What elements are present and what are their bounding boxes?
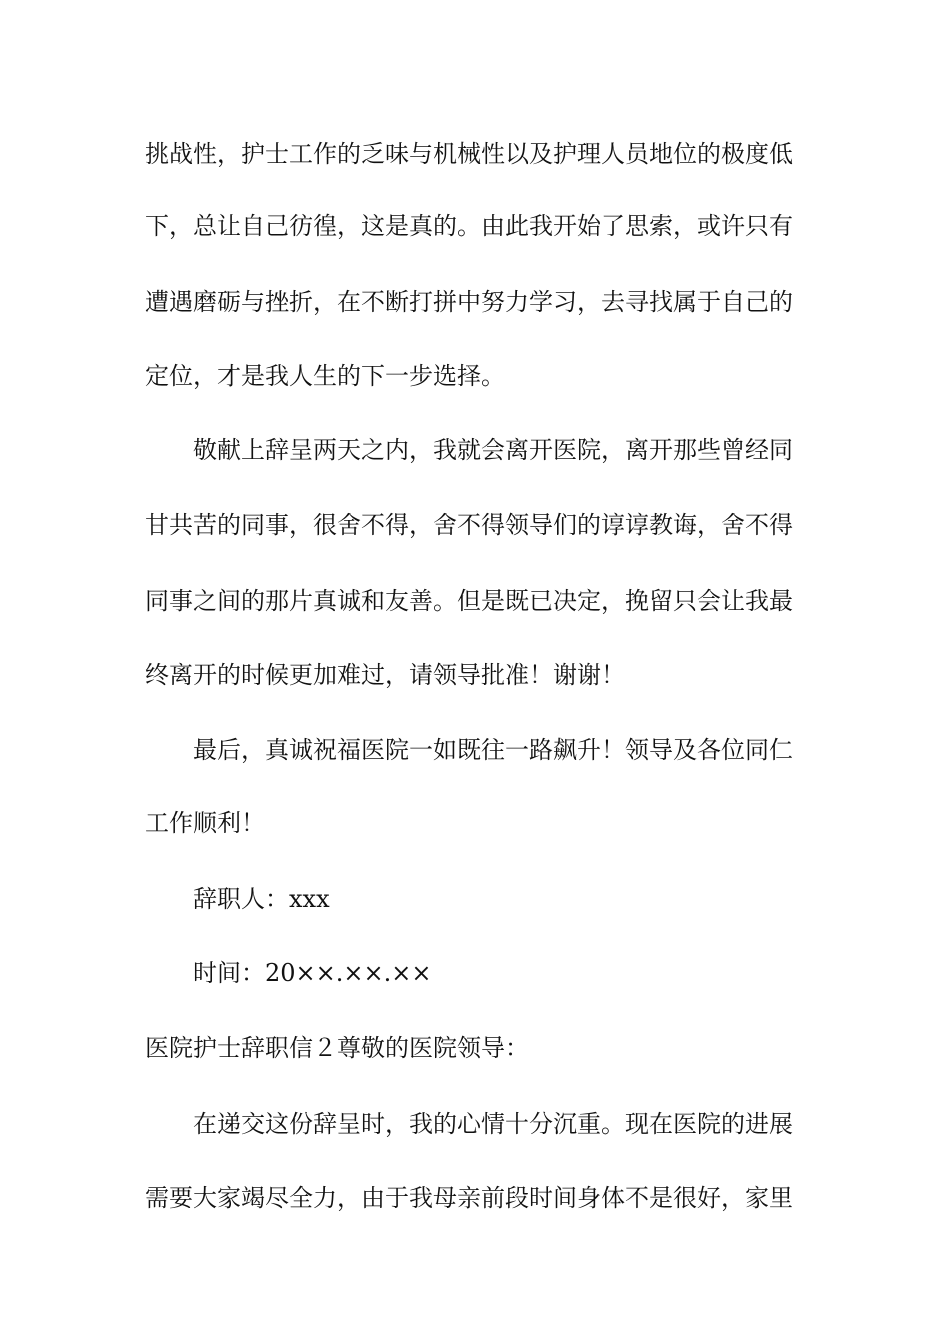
text-line: 需要大家竭尽全力，由于我母亲前段时间身体不是很好，家里 (145, 1184, 793, 1212)
text-line: 甘共苦的同事，很舍不得，舍不得领导们的谆谆教诲，舍不得 (145, 511, 793, 539)
paragraph-first-line: 敬献上辞呈两天之内，我就会离开医院，离开那些曾经同 (193, 436, 793, 464)
text-line: 工作顺利！ (145, 809, 265, 837)
signature-line: 辞职人：xxx (193, 885, 330, 913)
section-heading: 医院护士辞职信２尊敬的医院领导： (145, 1034, 529, 1062)
text-line: 下，总让自己彷徨，这是真的。由此我开始了思索，或许只有 (145, 212, 793, 240)
text-line: 遭遇磨砺与挫折，在不断打拼中努力学习，去寻找属于自己的 (145, 288, 793, 316)
paragraph-first-line: 在递交这份辞呈时，我的心情十分沉重。现在医院的进展 (193, 1110, 793, 1138)
text-line: 挑战性，护士工作的乏味与机械性以及护理人员地位的极度低 (145, 140, 793, 168)
text-line: 同事之间的那片真诚和友善。但是既已决定，挽留只会让我最 (145, 587, 793, 615)
paragraph-first-line: 最后，真诚祝福医院一如既往一路飙升！领导及各位同仁 (193, 736, 793, 764)
date-line: 时间：20××.××.×× (193, 959, 432, 987)
text-line: 定位，才是我人生的下一步选择。 (145, 362, 505, 390)
text-line: 终离开的时候更加难过，请领导批准！谢谢！ (145, 661, 625, 689)
